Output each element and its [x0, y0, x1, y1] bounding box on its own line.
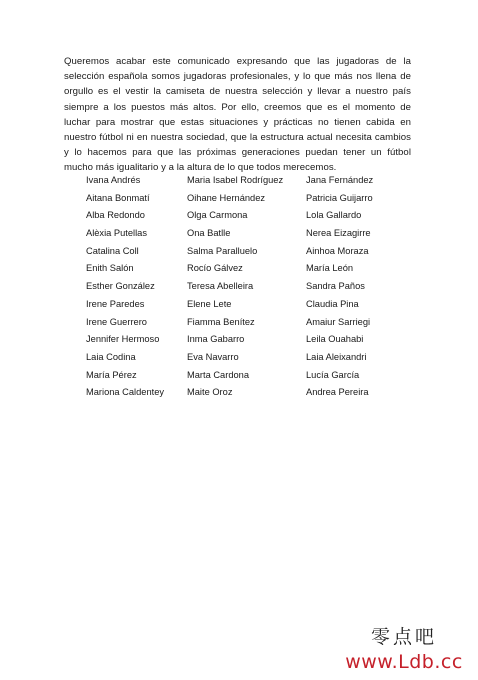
site-watermark [344, 624, 464, 674]
signatory-name: Fiamma Benítez [187, 316, 255, 327]
signatory-name: Patricia Guijarro [306, 192, 373, 203]
signatory-name: Salma Paralluelo [187, 245, 258, 256]
signatory-name: Laia Codina [86, 351, 136, 362]
signatory-name: Maria Isabel Rodríguez [187, 175, 284, 185]
signatory-name: Esther González [86, 281, 155, 292]
signatory-name: Ivana Andrés [86, 175, 141, 185]
signatories-column-3 [306, 172, 373, 402]
signatory-name: Ona Batlle [187, 228, 231, 239]
signatory-name: Inma Gabarro [187, 334, 245, 345]
signatories-column-2 [187, 172, 283, 402]
watermark-url: www.Ldb.cc [345, 651, 463, 673]
signatory-name: Marta Cardona [187, 369, 250, 380]
signatory-name: María Pérez [86, 369, 137, 380]
signatory-name: Lola Gallardo [306, 210, 362, 221]
signatory-name: Aitana Bonmatí [86, 192, 150, 203]
signatory-name: Irene Guerrero [86, 316, 147, 327]
watermark-chinese-text: 零点吧 [370, 626, 437, 648]
signatory-name: Catalina Coll [86, 245, 139, 256]
signatory-name: Jana Fernández [306, 175, 374, 185]
signatory-name: Ainhoa Moraza [306, 245, 369, 256]
signatory-name: Amaiur Sarriegi [306, 316, 371, 327]
signatory-name: Lucía García [306, 369, 360, 380]
signatory-name: Mariona Caldentey [86, 387, 165, 398]
signatory-name: María León [306, 263, 354, 274]
signatory-name: Nerea Eizagirre [306, 228, 371, 239]
signatory-name: Jennifer Hermoso [86, 334, 160, 345]
signatory-name: Enith Salón [86, 263, 134, 274]
signatory-name: Andrea Pereira [306, 387, 369, 398]
signatory-name: Oihane Hernández [187, 192, 266, 203]
signatory-name: Laia Aleixandri [306, 351, 367, 362]
signatory-name: Olga Carmona [187, 210, 248, 221]
signatory-name: Sandra Paños [306, 281, 365, 292]
signatory-name: Irene Paredes [86, 298, 145, 309]
signatories-column-1 [86, 172, 164, 402]
signatory-name: Leila Ouahabi [306, 334, 364, 345]
signatory-name: Teresa Abelleira [187, 281, 254, 292]
signatory-name: Eva Navarro [187, 351, 239, 362]
signatory-name: Claudia Pina [306, 298, 359, 309]
signatory-name: Alèxia Putellas [86, 228, 147, 239]
signatory-name: Rocío Gálvez [187, 263, 243, 274]
signatory-name: Elene Lete [187, 298, 232, 309]
signatory-name: Maite Oroz [187, 387, 233, 398]
signatory-name: Alba Redondo [86, 210, 145, 221]
statement-paragraph: Queremos acabar este comunicado expresando que las jugadoras de la selección española somos jugadoras profesionales, y lo que más nos llena de orgullo es el vestir la camiseta de nuestra selección y llevar a nuestro país siempre a los puestos más altos. Por ello, creemos que es el momento de luchar para mostrar que estas situaciones y prácticas no tienen cabida en nuestro fútbol ni en nuestra sociedad, que la estructura actual necesita cambios y lo hacemos para que las próximas generaciones puedan tener un fútbol mucho más igualitario y a la altura de lo que todos merecemos. [64, 56, 411, 174]
